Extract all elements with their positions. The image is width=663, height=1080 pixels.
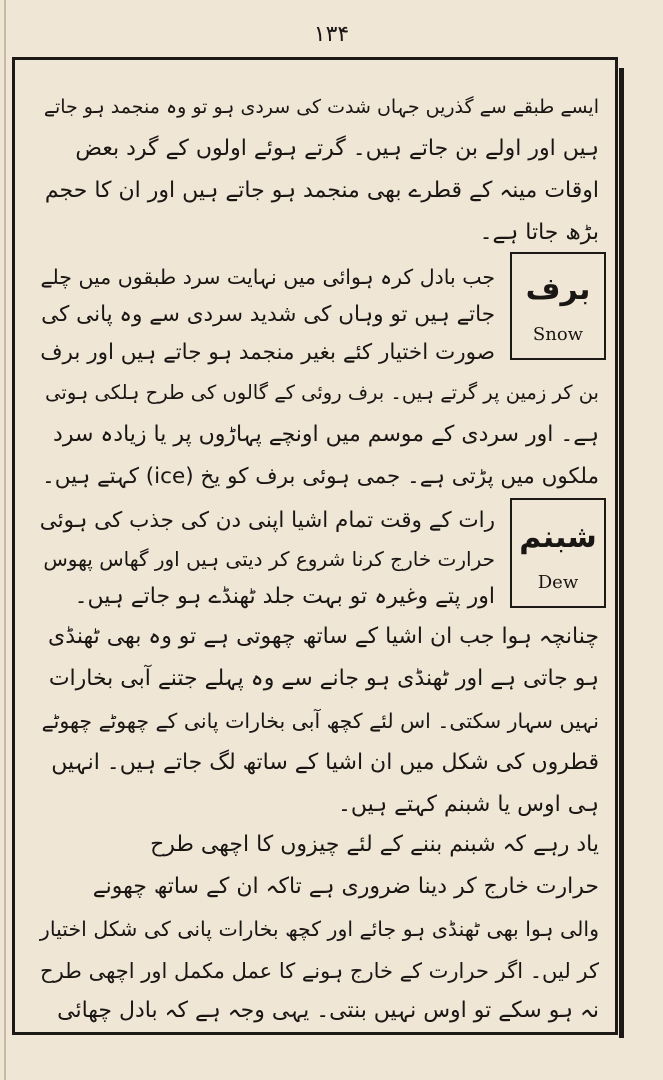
text-line: نہ ہو سکے تو اوس نہیں بنتی۔ یہی وجہ ہے کہ بادل چھائی xyxy=(57,998,599,1023)
text-line: قطروں کی شکل میں ان اشیا کے ساتھ لگ جاتے ہیں۔ انہیں xyxy=(51,750,599,775)
text-line: ایسے طبقے سے گذریں جہاں شدت کی سردی ہو تو وہ منجمد ہو جاتے xyxy=(43,96,599,118)
dew-heading-english: Dew xyxy=(537,572,579,593)
text-line: والی ہوا بھی ٹھنڈی ہو جائے اور کچھ بخارات پانی کی شکل اختیار xyxy=(39,917,599,941)
text-line: یاد رہے کہ شبنم بننے کے لئے چیزوں کا اچھی طرح xyxy=(150,832,599,857)
text-line: چنانچہ ہوا جب ان اشیا کے ساتھ چھوتی ہے تو وہ بھی ٹھنڈی xyxy=(48,624,599,649)
text-line: ہے۔ اور سردی کے موسم میں اونچے پہاڑوں پر یا زیادہ سرد xyxy=(53,422,599,447)
text-line: جاتے ہیں تو وہاں کی شدید سردی سے وہ پانی کی xyxy=(41,302,495,327)
text-line: اور پتے وغیرہ تو بہت جلد ٹھنڈے ہو جاتے ہیں۔ xyxy=(74,584,495,609)
text-line: بڑھ جاتا ہے۔ xyxy=(479,220,599,245)
text-line: صورت اختیار کئے بغیر منجمد ہو جاتے ہیں اور برف xyxy=(40,340,495,365)
text-line: جب بادل کرہ ہوائی میں نہایت سرد طبقوں میں چلے xyxy=(40,265,495,289)
text-line: ملکوں میں پڑتی ہے۔ جمی ہوئی برف کو یخ (ice) کہتے ہیں۔ xyxy=(42,464,599,489)
text-line: بن کر زمین پر گرتے ہیں۔ برف روئی کے گالوں کی طرح ہلکی ہوتی xyxy=(45,381,599,404)
text-line: ہو جاتی ہے اور ٹھنڈی ہو جانے سے وہ پہلے جتنے آبی بخارات xyxy=(48,666,599,691)
snow-heading-urdu: برف xyxy=(525,272,591,307)
text-line: کر لیں۔ اگر حرارت کے خارج ہونے کا عمل مکمل اور اچھی طرح xyxy=(40,959,599,983)
snow-heading-english: Snow xyxy=(532,324,584,345)
text-line: اوقات مینہ کے قطرے بھی منجمد ہو جاتے ہیں اور ان کا حجم xyxy=(44,178,599,203)
text-line: ہیں اور اولے بن جاتے ہیں۔ گرتے ہوئے اولوں کے گرد بعض xyxy=(75,136,599,161)
text-line: ہی اوس یا شبنم کہتے ہیں۔ xyxy=(337,792,599,817)
text-line: رات کے وقت تمام اشیا اپنی دن کی جذب کی ہوئی xyxy=(39,508,495,533)
text-line: حرارت خارج کر دینا ضروری ہے تاکہ ان کے ساتھ چھونے xyxy=(92,874,599,899)
dew-heading-urdu: شبنم xyxy=(519,520,597,555)
page-number: ۱۳۴ xyxy=(313,22,350,47)
snow-heading-box xyxy=(510,252,606,360)
dew-heading-box xyxy=(510,498,606,608)
page-edge xyxy=(4,0,6,1080)
text-line: حرارت خارج کرنا شروع کر دیتی ہیں اور گھاس پھوس xyxy=(43,547,495,571)
text-line: نہیں سہار سکتی۔ اس لئے کچھ آبی بخارات پانی کے چھوٹے چھوٹے xyxy=(41,709,599,733)
